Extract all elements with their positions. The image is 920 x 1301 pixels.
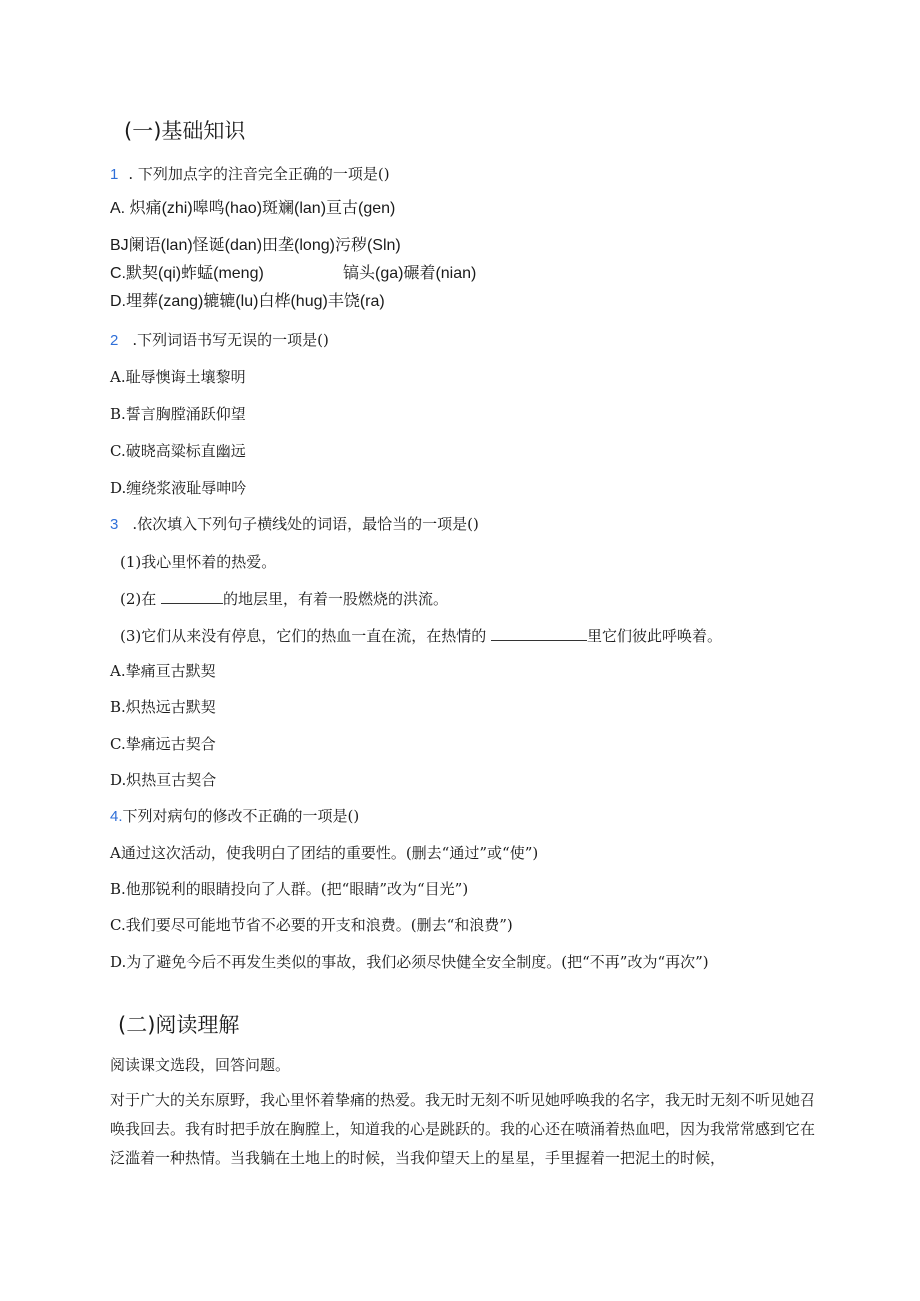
question-number: 4. (110, 808, 123, 825)
question-text: .下列词语书写无误的一项是() (132, 331, 329, 349)
option-b: BJ阑语(lan)怪诞(dan)田垄(long)污秽(Sln) (110, 237, 401, 254)
sentence-3-before: (3)它们从来没有停息，它们的热血一直在流，在热情的 (120, 627, 492, 645)
option-b: B.他那锐利的眼睛投向了人群。(把“眼睛”改为“目光”) (110, 880, 469, 898)
option-d: D.埋葬(zang)辘辘(lu)白桦(hug)丰饶(ra) (110, 293, 385, 310)
sentence-1: (1)我心里怀着的热爱。 (120, 553, 277, 571)
option-a: A通过这次活动，使我明白了团结的重要性。(删去“通过”或“使”) (110, 844, 539, 862)
option-d: D.炽热亘古契合 (110, 771, 217, 789)
question-text: .依次填入下列句子横线处的词语，最恰当的一项是() (132, 515, 479, 533)
sentence-2 (120, 589, 448, 609)
option-c (110, 264, 264, 284)
fill-blank (491, 626, 587, 641)
question-text: 下列对病句的修改不正确的一项是() (122, 807, 360, 825)
reading-passage: 对于广大的关东原野，我心里怀着挚痛的热爱。我无时无刻不听见她呼唤我的名字，我无时无刻不听见她召唤我回去。我有时把手放在胸膛上，知道我的心是跳跃的。我的心还在喷涌着热血吧，因为我常常感到它在泛滥着一种热情。当我躺在土地上的时候，当我仰望天上的星星，手里握着一把泥土的时候， (110, 1091, 816, 1167)
option-c: C.挚痛远古契合 (110, 735, 216, 753)
option-a: A.耻辱懊诲土壤黎明 (110, 368, 246, 386)
option-a: A. 炽痛(zhi)嗥鸣(hao)斑斓(lan)亘古(gen) (110, 200, 396, 217)
section-heading: (二)阅读理解 (118, 1013, 240, 1037)
sentence-2-after: 的地层里，有着一股燃烧的洪流。 (223, 590, 449, 608)
option-c: C.破晓高粱标直幽远 (110, 442, 246, 460)
option-d: D.为了避免今后不再发生类似的事故，我们必须尽快健全安全制度。(把“不再”改为“再次”) (110, 953, 709, 971)
sentence-3 (120, 626, 722, 646)
option-c: C.我们要尽可能地节省不必要的开支和浪费。(删去“和浪费”) (110, 916, 513, 934)
question-2 (110, 330, 329, 351)
section-heading: (一)基础知识 (124, 119, 246, 143)
option-b: B.炽热远古默契 (110, 698, 216, 716)
option-a: A.挚痛亘古默契 (110, 662, 216, 680)
option-c-part2: 镐头(ga)碾着(nian) (343, 265, 477, 282)
option-b: B.誓言胸膛涌跃仰望 (110, 405, 246, 423)
option-c-part1: C.默契(qi)蚱蜢(meng) (110, 265, 264, 282)
question-3 (110, 514, 479, 535)
question-4 (110, 806, 359, 827)
question-number: 1 (110, 166, 119, 183)
question-text: . 下列加点字的注音完全正确的一项是() (128, 165, 390, 183)
instruction: 阅读课文选段，回答问题。 (110, 1056, 291, 1074)
option-d: D.缠绕浆液耻辱呻吟 (110, 479, 247, 497)
fill-blank (161, 589, 223, 604)
question-1 (110, 164, 390, 185)
sentence-2-before: (2)在 (120, 590, 162, 608)
question-number: 3 (110, 516, 119, 533)
question-number: 2 (110, 332, 119, 349)
sentence-3-after: 里它们彼此呼唤着。 (587, 627, 723, 645)
